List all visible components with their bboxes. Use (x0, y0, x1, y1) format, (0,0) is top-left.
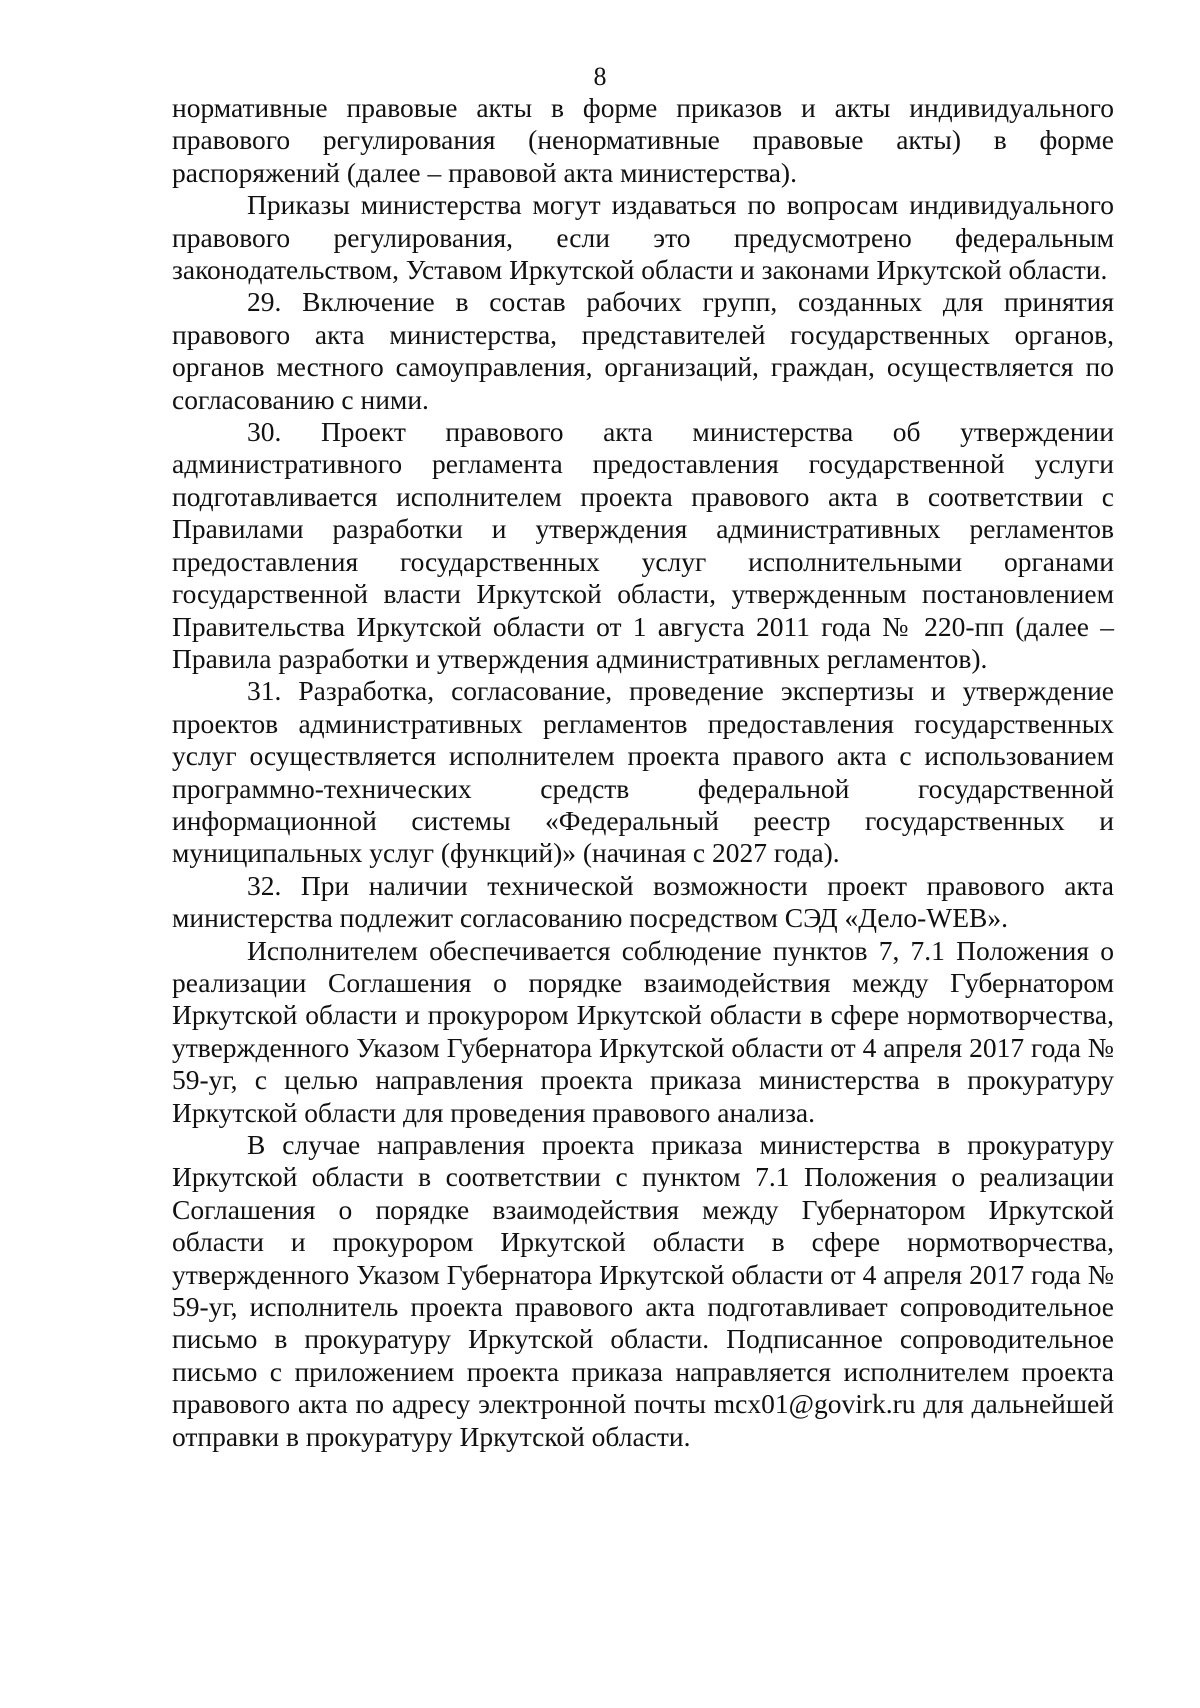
paragraph-5: 31. Разработка, согласование, проведение экспертизы и утверждение проектов административных регламентов предоставления государственных услуг осуществляется исполнителем проекта правого акта с использованием программно-технических средств федеральной государственной информационной системы «Федеральный реестр государственных и муниципальных услуг (функций)» (начиная с 2027 года). (172, 675, 1114, 869)
document-body (172, 92, 1114, 1453)
paragraph-7: Исполнителем обеспечивается соблюдение пунктов 7, 7.1 Положения о реализации Соглашения о порядке взаимодействия между Губернатором Иркутской области и прокурором Иркутской области в сфере нормотворчества, утвержденного Указом Губернатора Иркутской области от 4 апреля 2017 года № 59-уг, с целью направления проекта приказа министерства в прокуратуру Иркутской области для проведения правового анализа. (172, 934, 1114, 1128)
paragraph-3: 29. Включение в состав рабочих групп, созданных для принятия правового акта министерства, представителей государственных органов, органов местного самоуправления, организаций, граждан, осуществляется по согласованию с ними. (172, 286, 1114, 415)
page-number: 8 (593, 62, 607, 91)
paragraph-1: нормативные правовые акты в форме приказов и акты индивидуального правового регулирования (ненормативные правовые акты) в форме распоряжений (далее – правовой акта министерства). (172, 92, 1114, 188)
paragraph-6: 32. При наличии технической возможности проект правового акта министерства подлежит согласованию посредством СЭД «Дело-WEB». (172, 869, 1114, 934)
paragraph-4: 30. Проект правового акта министерства об утверждении административного регламента предоставления государственной услуги подготавливается исполнителем проекта правового акта в соответствии с Правилами разработки и утверждения административных регламентов предоставления государственных услуг исполнительными органами государственной власти Иркутской области, утвержденным постановлением Правительства Иркутской области от 1 августа 2011 года № 220-пп (далее – Правила разработки и утверждения административных регламентов). (172, 416, 1114, 674)
paragraph-8: В случае направления проекта приказа министерства в прокуратуру Иркутской области в соответствии с пунктом 7.1 Положения о реализации Соглашения о порядке взаимодействия между Губернатором Иркутской области и прокурором Иркутской области в сфере нормотворчества, утвержденного Указом Губернатора Иркутской области от 4 апреля 2017 года № 59-уг, исполнитель проекта правового акта подготавливает сопроводительное письмо в прокуратуру Иркутской области. Подписанное сопроводительное письмо с приложением проекта приказа направляется исполнителем проекта правового акта по адресу электронной почты mcx01@govirk.ru для дальнейшей отправки в прокуратуру Иркутской области. (172, 1129, 1114, 1452)
paragraph-2: Приказы министерства могут издаваться по вопросам индивидуального правового регулирования, если это предусмотрено федеральным законодательством, Уставом Иркутской области и законами Иркутской области. (172, 189, 1114, 286)
